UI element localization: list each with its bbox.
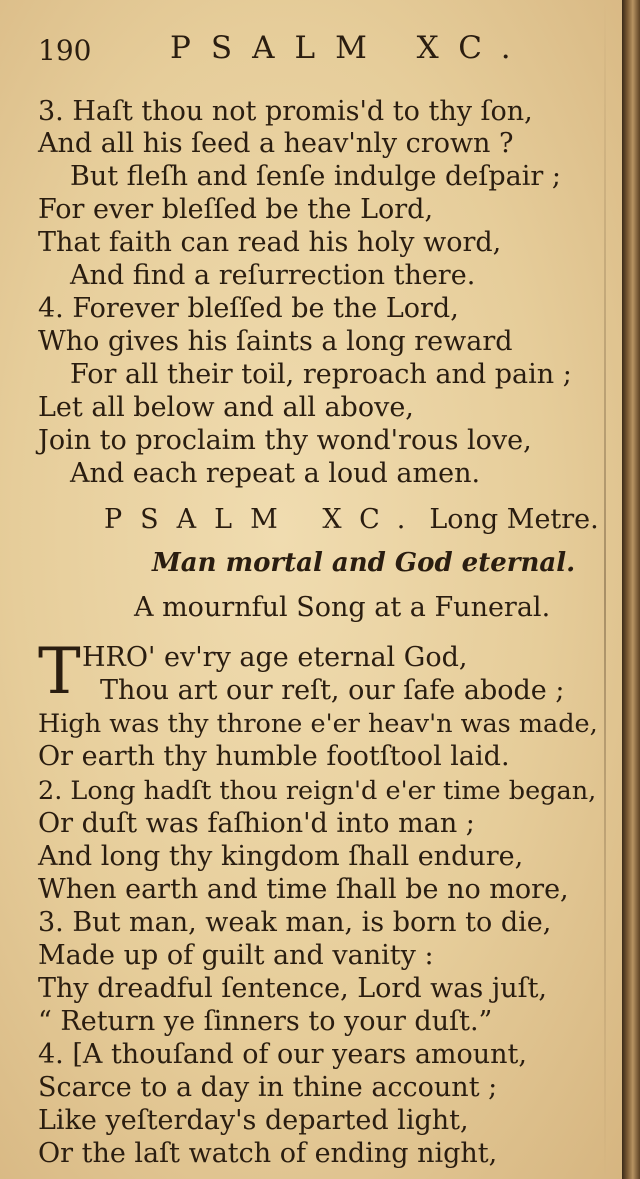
running-head: PSALM XC.	[170, 30, 531, 66]
page-shadow	[604, 0, 606, 1179]
psalm-title	[104, 504, 599, 535]
psalm-subtitle: Man mortal and God eternal.	[152, 548, 576, 578]
drop-cap: T	[38, 635, 81, 709]
verse-line: For all their toil, reproach and pain ;	[70, 359, 572, 390]
verse-line: And long thy kingdom ſhall endure,	[38, 841, 524, 872]
verse-line: Or the laſt watch of ending night,	[38, 1138, 498, 1169]
page-number: 190	[38, 34, 92, 67]
verse-line: 3. Haſt thou not promis'd to thy ſon,	[38, 96, 533, 127]
verse-line: 3. But man, weak man, is born to die,	[38, 907, 552, 938]
verse-line: “ Return ye ſinners to your duſt.”	[38, 1006, 493, 1037]
verse-line: 4. [A thouſand of our years amount,	[38, 1039, 527, 1070]
verse-line: HRO' ev'ry age eternal God,	[82, 642, 468, 673]
page-header	[38, 28, 538, 72]
verse-line: Like yeſterday's departed light,	[38, 1105, 469, 1136]
verse-line: Or duſt was faſhion'd into man ;	[38, 808, 475, 839]
verse-line: Thou art our reſt, our ſafe abode ;	[100, 675, 565, 706]
verse-line: For ever bleſſed be the Lord,	[38, 194, 434, 225]
verse-line: Let all below and all above,	[38, 392, 414, 423]
verse-line: Who gives his ſaints a long reward	[38, 326, 513, 357]
verse-line: Join to proclaim thy wond'rous love,	[38, 425, 532, 456]
psalm-occasion: A mournful Song at a Funeral.	[134, 592, 551, 623]
verse-line: And find a reſurrection there.	[70, 260, 476, 291]
verse-line: 2. Long hadſt thou reign'd e'er time began,	[38, 776, 597, 806]
psalm-title-text: PSALM XC.	[104, 504, 424, 535]
verse-line: Or earth thy humble footſtool laid.	[38, 741, 510, 772]
verse-line: Made up of guilt and vanity :	[38, 940, 434, 971]
verse-line: Scarce to a day in thine account ;	[38, 1072, 498, 1103]
verse-line: When earth and time ſhall be no more,	[38, 874, 569, 905]
verse-line: That faith can read his holy word,	[38, 227, 502, 258]
verse-line: 4. Forever bleſſed be the Lord,	[38, 293, 459, 324]
book-spine-edge	[622, 0, 640, 1179]
verse-line: And all his ſeed a heav'nly crown ?	[38, 128, 514, 159]
verse-line: Thy dreadful ſentence, Lord was juſt,	[38, 973, 548, 1004]
verse-line: And each repeat a loud amen.	[70, 458, 481, 489]
psalm-metre: Long Metre.	[429, 504, 599, 535]
verse-line: But fleſh and ſenſe indulge deſpair ;	[70, 161, 561, 192]
verse-line: High was thy throne e'er heav'n was made,	[38, 709, 598, 739]
